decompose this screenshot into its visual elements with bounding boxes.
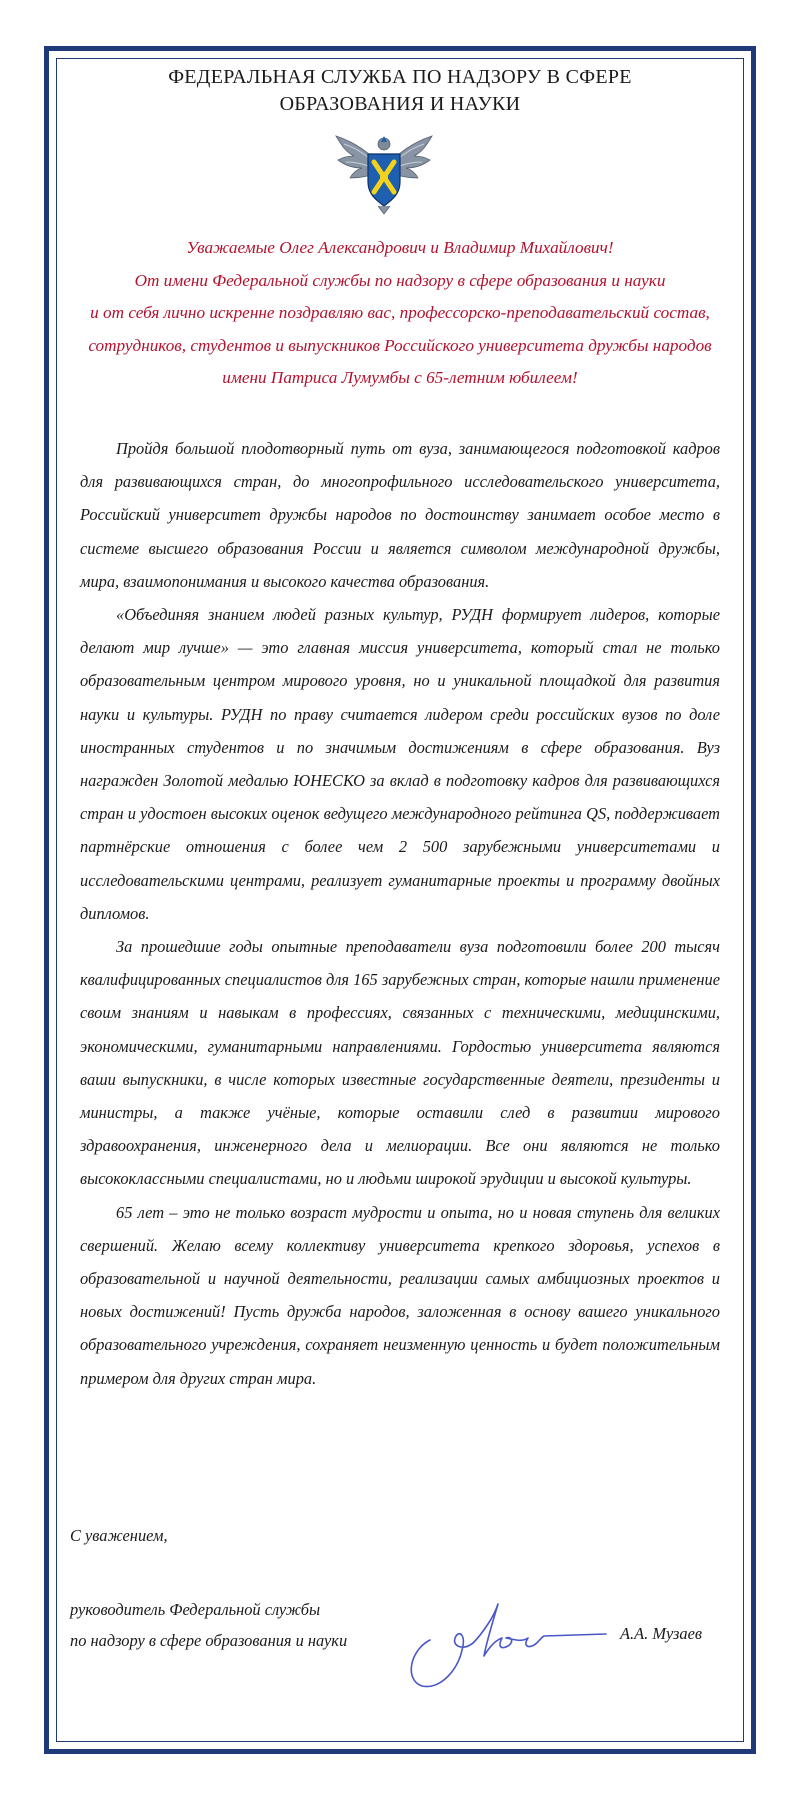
greeting-line-4: сотрудников, студентов и выпускников Российского университета дружбы народов	[88, 335, 712, 355]
body-paragraph-2: «Объединяя знанием людей разных культур, РУДН формирует лидеров, которые делают мир лучше» — это главная миссия университета, который стал не только образовательным центром мирового уровня, но и уникальной площадкой для развития науки и культуры. РУДН по праву считается лидером среди российских вузов по доле иностранных студентов и по значимым достижениям в сфере образования. Вуз награжден Золотой медалью ЮНЕСКО за вклад в подготовку кадров для развивающихся стран и удостоен высоких оценок ведущего международного рейтинга QS, поддерживает партнёрские отношения с более чем 2 500 зарубежными университетами и исследовательскими центрами, реализует гуманитарные проекты и программу двойных дипломов.	[80, 605, 720, 923]
body-paragraph-3: За прошедшие годы опытные преподаватели вуза подготовили более 200 тысяч квалифицированных специалистов для 165 зарубежных стран, которые нашли применение своим знаниям и навыкам в профессиях, связанных с техническими, медицинскими, экономическими, гуманитарными направлениями. Гордостью университета являются ваши выпускники, в числе которых известные государственные деятели, президенты и министры, а также учёные, которые оставили след в развитии мирового здравоохранения, инженерного дела и мелиорации. Все они являются не только высококлассными специалистами, но и людьми широкой эрудиции и высокой культуры.	[80, 937, 720, 1189]
signer-name: А.А. Музаев	[620, 1624, 703, 1643]
handwritten-signature	[400, 1590, 610, 1700]
signer-position	[70, 1594, 347, 1656]
document-header	[70, 64, 730, 118]
letter-body	[80, 432, 720, 1395]
header-line-1: ФЕДЕРАЛЬНАЯ СЛУЖБА ПО НАДЗОРУ В СФЕРЕ	[168, 66, 632, 88]
greeting-line-2: От имени Федеральной службы по надзору в сфере образования и науки	[134, 270, 666, 290]
greeting-block	[70, 232, 730, 395]
body-paragraph-4: 65 лет – это не только возраст мудрости и опыта, но и новая ступень для великих свершений. Желаю всему коллективу университета крепкого здоровья, успехов в образовательной и научной деятельности, реализации самых амбициозных проектов и новых достижений! Пусть дружба народов, заложенная в основу вашего уникального образовательного учреждения, сохраняет неизменную ценность и будет положительным примером для других стран мира.	[80, 1202, 720, 1388]
greeting-line-3: и от себя лично искренне поздравляю вас, профессорско-преподавательский состав,	[90, 303, 710, 322]
closing-salutation: С уважением,	[70, 1526, 168, 1545]
signer-position-line-2: по надзору в сфере образования и науки	[70, 1631, 348, 1650]
header-line-2: ОБРАЗОВАНИЯ И НАУКИ	[279, 93, 521, 115]
eagle-emblem-icon	[332, 122, 436, 216]
greeting-line-5: имени Патриса Лумумбы с 65-летним юбилеем!	[222, 368, 578, 387]
greeting-line-1: Уважаемые Олег Александрович и Владимир Михайлович!	[186, 238, 614, 257]
body-paragraph-1: Пройдя большой плодотворный путь от вуза, занимающегося подготовкой кадров для развивающихся стран, до многопрофильного исследовательского университета, Российский университет дружбы народов по достоинству занимает особое место в системе высшего образования России и является символом международной дружбы, мира, взаимопонимания и высокого качества образования.	[80, 439, 720, 591]
signer-position-line-1: руководитель Федеральной службы	[70, 1600, 321, 1619]
